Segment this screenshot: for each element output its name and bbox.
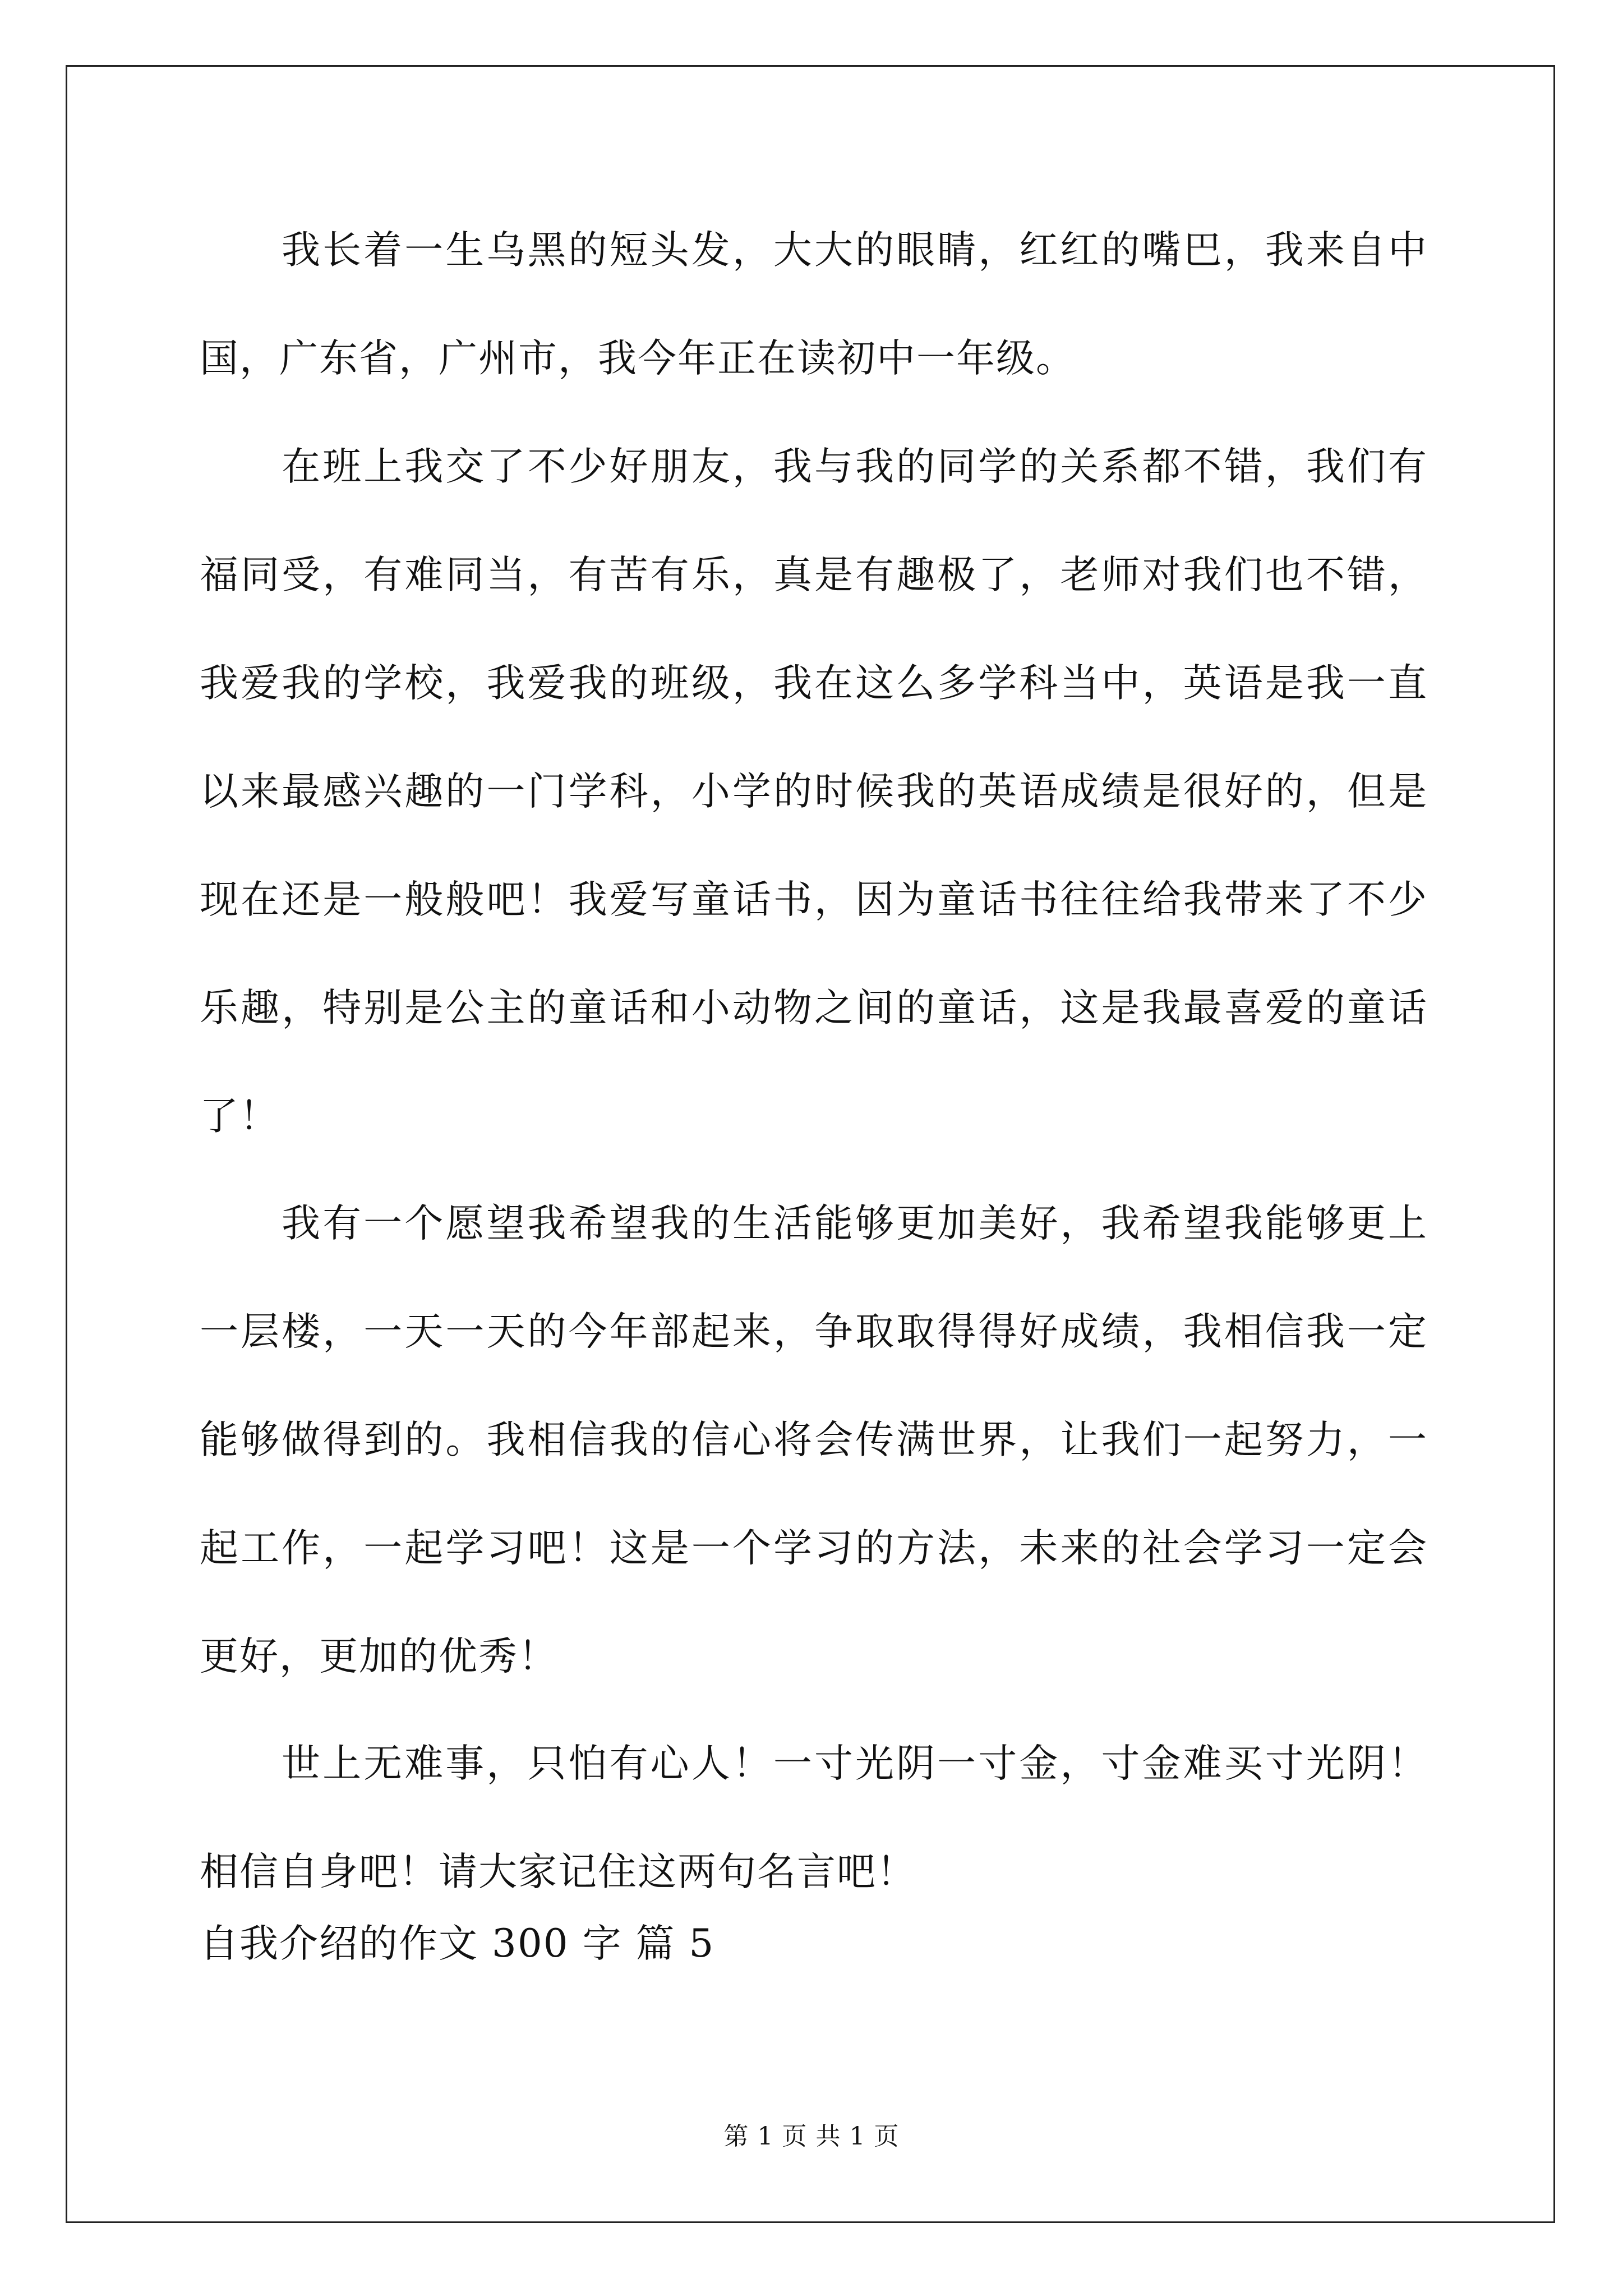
paragraph-text: 在班上我交了不少好朋友，我与我的同学的关系都不错，我们有福同受，有难同当，有苦有乐，真是有趣极了，老师对我们也不错，我爱我的学校，我爱我的班级，我在这么多学科当中，英语是我一直以来最感兴趣的一门学科，小学的时候我的英语成绩是很好的，但是现在还是一般般吧！我爱写童话书，因为童话书往往给我带来了不少乐趣，特别是公主的童话和小动物之间的童话，这是我最喜爱的童话了！ <box>200 444 1428 1139</box>
paragraph-text: 我长着一生乌黑的短头发，大大的眼睛，红红的嘴巴，我来自中国，广东省，广州市，我今年正在读初中一年级。 <box>200 228 1428 381</box>
section-heading: 自我介绍的作文 300 字 篇 5 <box>200 1921 715 1966</box>
paragraph-1 <box>200 196 1428 413</box>
page-footer: 第 1 页 共 1 页 <box>723 2122 900 2151</box>
paragraph-4 <box>200 1710 1428 1926</box>
paragraph-2 <box>200 413 1428 1171</box>
paragraph-text: 世上无难事，只怕有心人！一寸光阴一寸金，寸金难买寸光阴！相信自身吧！请大家记住这两句名言吧！ <box>200 1741 1428 1894</box>
paragraph-3 <box>200 1170 1428 1711</box>
paragraph-text: 我有一个愿望我希望我的生活能够更加美好，我希望我能够更上一层楼，一天一天的今年部起来，争取取得得好成绩，我相信我一定能够做得到的。我相信我的信心将会传满世界，让我们一起努力，一起工作，一起学习吧！这是一个学习的方法，未来的社会学习一定会更好，更加的优秀！ <box>200 1201 1428 1679</box>
